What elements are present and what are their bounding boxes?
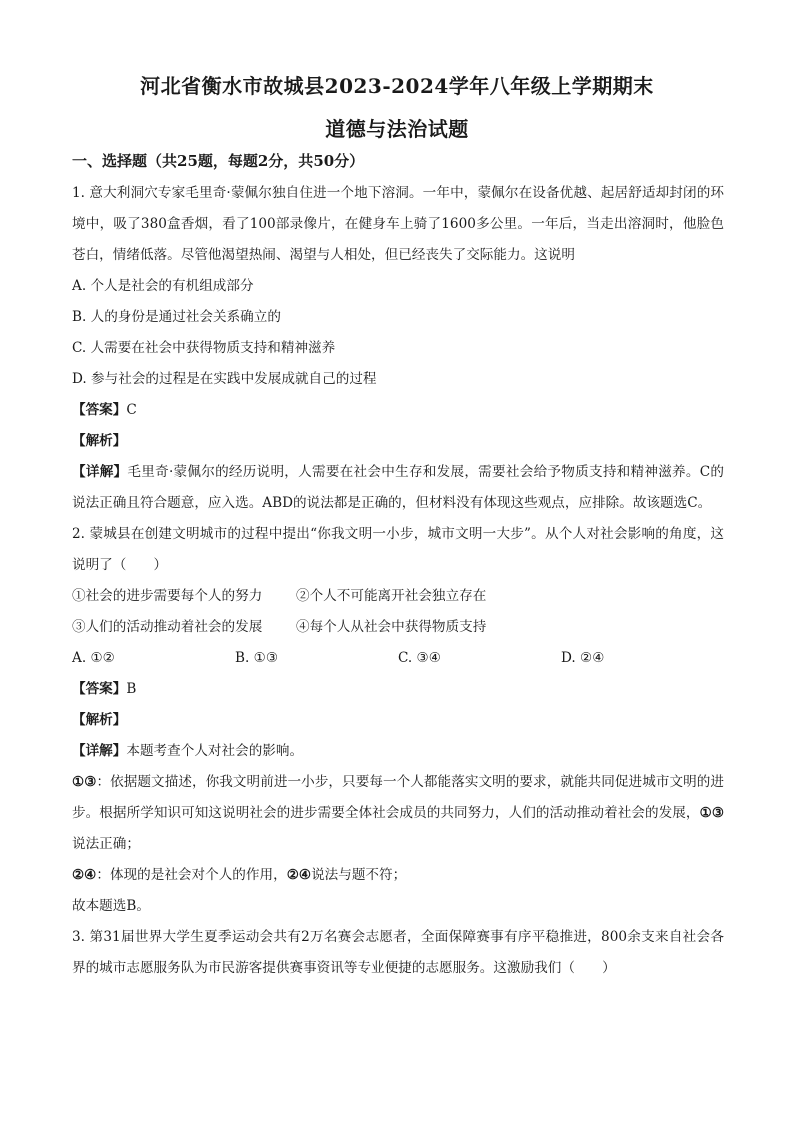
q1-detail-text: 毛里奇·蒙佩尔的经历说明，人需要在社会中生存和发展，需要社会给予物质支持和精神滋养。C的说法正确且符合题意，应入选。ABD的说法都是正确的，但材料没有体现这些观点，应排除。故该题选C。 xyxy=(72,464,724,511)
q2-point2 xyxy=(72,860,724,891)
q1-answer xyxy=(72,395,724,426)
q2-statement-3: ③人们的活动推动着社会的发展 xyxy=(72,619,263,635)
q2-option-b: B. ①③ xyxy=(235,650,279,666)
q2-point1-label: ①③ xyxy=(72,774,97,790)
q1-option-d: D. 参与社会的过程是在实践中发展成就自己的过程 xyxy=(72,371,377,387)
q2-statement-2: ②个人不可能离开社会独立存在 xyxy=(296,588,487,604)
document-title-line1: 河北省衡水市故城县2023-2024学年八年级上学期期末 xyxy=(140,74,654,98)
section-heading: 一、选择题（共25题，每题2分，共50分） xyxy=(72,152,365,170)
q2-option-d: D. ②④ xyxy=(561,650,605,666)
q2-detail-label: 【详解】 xyxy=(72,743,127,759)
q1-detail-label: 【详解】 xyxy=(72,464,128,480)
q1-answer-value: C xyxy=(126,402,137,418)
document-title-line2: 道德与法治试题 xyxy=(325,117,469,141)
q2-answer-label: 【答案】 xyxy=(72,681,127,697)
q2-analysis-label: 【解析】 xyxy=(72,712,127,728)
q2-detail xyxy=(72,736,724,767)
q2-point1-text: ：依据题文描述，你我文明前进一小步，只要每一个人都能落实文明的要求，就能共同促进城市文明的进步。根据所学知识可知这说明社会的进步需要全体社会成员的共同努力，人们的活动推动着社会的发展， xyxy=(72,774,725,821)
q1-detail xyxy=(72,457,724,519)
q2-option-c: C. ③④ xyxy=(398,650,441,666)
q2-point1-end: 说法正确； xyxy=(72,836,140,852)
q2-statement-4: ④每个人从社会中获得物质支持 xyxy=(296,619,487,635)
q2-point1 xyxy=(72,767,724,860)
q2-statements-row2 xyxy=(72,612,724,643)
q2-point1-ref: ①③ xyxy=(699,805,725,821)
q2-answer-value: B xyxy=(126,681,137,697)
q1-option-b: B. 人的身份是通过社会关系确立的 xyxy=(72,309,281,325)
q2-detail-text: 本题考查个人对社会的影响。 xyxy=(126,743,304,759)
q1-analysis-label: 【解析】 xyxy=(72,433,127,449)
q1-option-a: A. 个人是社会的有机组成部分 xyxy=(72,278,254,294)
q2-statements-row1 xyxy=(72,581,724,612)
q2-point2-ref: ②④ xyxy=(286,867,312,883)
q2-point2-text: ：体现的是社会对个人的作用， xyxy=(96,867,287,883)
q2-options xyxy=(72,643,724,674)
q2-point2-label: ②④ xyxy=(72,867,97,883)
q1-answer-label: 【答案】 xyxy=(72,402,127,418)
q2-statement-1: ①社会的进步需要每个人的努力 xyxy=(72,588,263,604)
q2-option-a: A. ①② xyxy=(72,650,115,666)
q1-option-c: C. 人需要在社会中获得物质支持和精神滋养 xyxy=(72,340,336,356)
q2-answer xyxy=(72,674,724,705)
q2-point2-end: 说法与题不符； xyxy=(311,867,407,883)
q2-conclusion: 故本题选B。 xyxy=(72,898,150,914)
q3-stem: 3. 第31届世界大学生夏季运动会共有2万名赛会志愿者，全面保障赛事有序平稳推进，800余支来自社会各界的城市志愿服务队为市民游客提供赛事资讯等专业便捷的志愿服务。这激励我们（ ） xyxy=(72,929,724,976)
question-body xyxy=(72,178,724,984)
q1-stem: 1. 意大利洞穴专家毛里奇·蒙佩尔独自住进一个地下溶洞。一年中，蒙佩尔在设备优越、起居舒适却封闭的环境中，吸了380盒香烟，看了100部录像片，在健身车上骑了1600多公里。一年后，当走出溶洞时，他脸色苍白，情绪低落。尽管他渴望热闹、渴望与人相处，但已经丧失了交际能力。这说明 xyxy=(72,185,724,263)
q2-stem: 2. 蒙城县在创建文明城市的过程中提出“你我文明一小步，城市文明一大步”。从个人对社会影响的角度，这说明了（ ） xyxy=(72,526,724,573)
